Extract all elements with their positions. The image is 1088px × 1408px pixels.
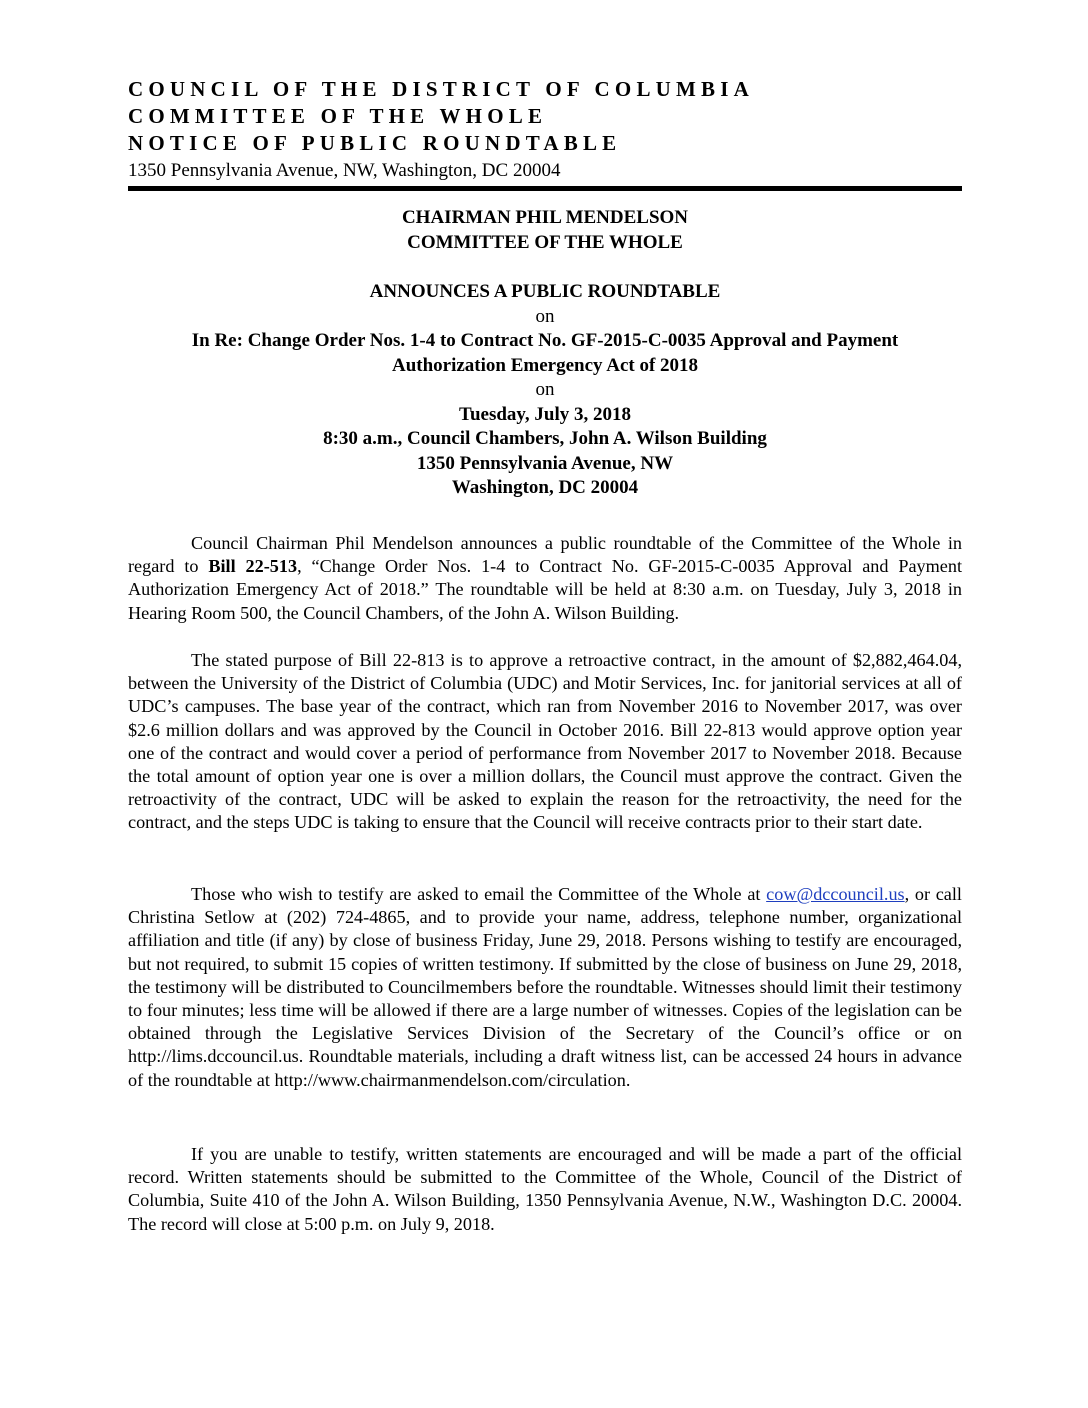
- event-city: Washington, DC 20004: [451, 477, 639, 498]
- chairman-heading: [128, 206, 962, 255]
- announcement-heading: [128, 280, 962, 501]
- event-date: Tuesday, July 3, 2018: [459, 403, 631, 425]
- paragraph-testify-text-b: , or call Christina Setlow at (202) 724-4865, and to provide your name, address, telephone number, organizational affiliation and title (if any) by close of business Friday, June 29, 2018. Persons wishing to testify are encouraged, but not required, to submit 15 copies of written testimony. If submitted by the close of business on June 29, 2018, the testimony will be distributed to Councilmembers before the roundtable. Witnesses should limit their testimony to four minutes; less time will be allowed if there are a large number of witnesses. Copies of the legislation can be obtained through the Legislative Services Division of the Secretary of the Council’s office or on http://lims.dccouncil.us. Roundtable materials, including a draft witness list, can be accessed 24 hours in advance of the roundtable at http://www.chairmanmendelson.com/circulation.: [128, 884, 962, 1090]
- announces-title: ANNOUNCES A PUBLIC ROUNDTABLE: [369, 281, 721, 302]
- paragraph-testify-text-a: Those who wish to testify are asked to email the Committee of the Whole at: [191, 884, 767, 904]
- event-street: 1350 Pennsylvania Avenue, NW: [416, 452, 674, 474]
- letterhead: [128, 76, 962, 183]
- event-time-place: 8:30 a.m., Council Chambers, John A. Wilson Building: [323, 428, 767, 449]
- letterhead-committee: COMMITTEE OF THE WHOLE: [128, 104, 548, 128]
- letterhead-council: COUNCIL OF THE DISTRICT OF COLUMBIA: [128, 77, 754, 101]
- paragraph-written-statements: If you are unable to testify, written statements are encouraged and will be made a part of the official record. Written statements should be submitted to the Committee of the Whole, Council of the District of Columbia, Suite 410 of the John A. Wilson Building, 1350 Pennsylvania Avenue, N.W., Washington D.C. 20004. The record will close at 5:00 p.m. on July 9, 2018.: [128, 1144, 962, 1234]
- paragraph-purpose: The stated purpose of Bill 22-813 is to approve a retroactive contract, in the amount of $2,882,464.04, between the University of the District of Columbia (UDC) and Motir Services, Inc. for janitorial services at all of UDC’s campuses. The base year of the contract, which ran from November 2016 to November 2017, was over $2.6 million dollars and was approved by the Council in October 2016. Bill 22-813 would approve option year one of the contract and would cover a period of performance from November 2017 to November 2018. Because the total amount of option year one is over a million dollars, the Council must approve the contract. Given the retroactivity of the contract, UDC will be asked to explain the reason for the retroactivity, the need for the contract, and the steps UDC is taking to ensure that the Council will receive contracts prior to their start date.: [128, 650, 962, 833]
- subject-line-1: In Re: Change Order Nos. 1-4 to Contract No. GF-2015-C-0035 Approval and Payment: [191, 330, 899, 351]
- paragraph-announcement: [128, 532, 962, 625]
- paragraph-testify: [128, 883, 962, 1092]
- subject-line-2: Authorization Emergency Act of 2018: [391, 354, 699, 376]
- paragraph-announcement-text-b: , “Change Order Nos. 1-4 to Contract No. GF-2015-C-0035 Approval and Payment Authorization Emergency Act of 2018.” The roundtable will be held at 8:30 a.m. on Tuesday, July 3, 2018 in Hearing Room 500, the Council Chambers, of the John A. Wilson Building.: [128, 556, 962, 623]
- letterhead-notice: NOTICE OF PUBLIC ROUNDTABLE: [128, 131, 622, 155]
- letterhead-address: 1350 Pennsylvania Avenue, NW, Washington, DC 20004: [128, 160, 561, 181]
- paragraph-announcement-text-a: Council Chairman Phil Mendelson announces a public roundtable of the Committee of the Whole in regard to: [128, 533, 962, 577]
- committee-name: COMMITTEE OF THE WHOLE: [407, 231, 683, 253]
- bill-number: Bill 22-513: [208, 556, 298, 577]
- header-divider: [128, 186, 962, 191]
- on-connector-1: on: [535, 305, 555, 327]
- chairman-name: CHAIRMAN PHIL MENDELSON: [401, 207, 689, 228]
- on-connector-2: on: [535, 379, 555, 400]
- email-link[interactable]: cow@dccouncil.us: [766, 884, 905, 904]
